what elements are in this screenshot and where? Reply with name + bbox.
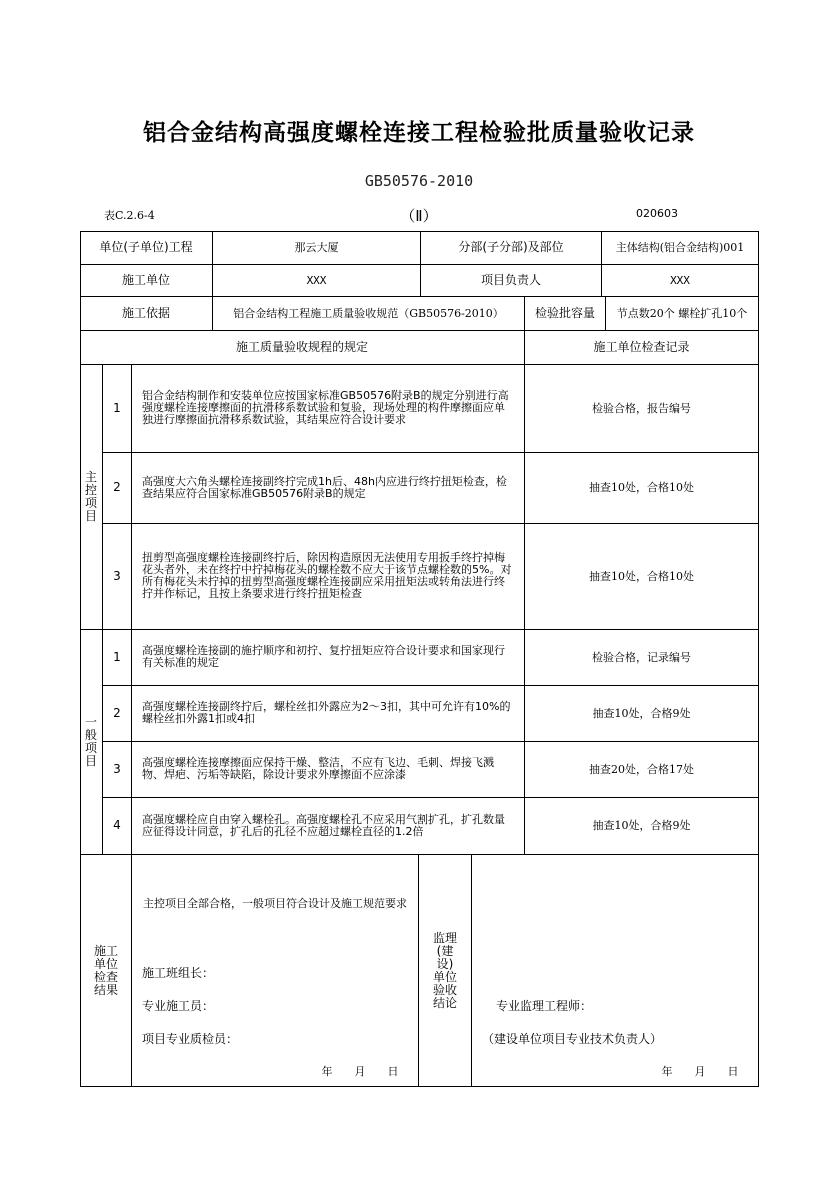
main-item-result: 抽查10处，合格10处 — [589, 569, 694, 583]
unit-project-value: 那云大厦 — [294, 241, 339, 254]
contractor-value: XXX — [306, 273, 327, 287]
general-item-number: 1 — [113, 649, 121, 664]
sub-project-label: 分部(子分部)及部位 — [458, 240, 564, 254]
quality-inspector-label: 项目专业质检员： — [142, 1031, 239, 1046]
standard-code: GB50576-2010 — [364, 172, 474, 190]
basis-label: 施工依据 — [121, 305, 170, 320]
project-manager-value: XXX — [670, 273, 690, 287]
main-item-spec: 扭剪型高强度螺栓连接副终拧后，除因构造原因无法使用专用扳手终拧掉梅花头者外，未在终拧中拧掉梅花头的螺栓数不应大于该节点螺栓数的5%。对所有梅花头未拧掉的扭剪型高强度螺栓连接副应采用扭矩法或转角法进行终拧并作标记，且按上条要求进行终拧扭矩检查 — [142, 551, 512, 600]
general-item-number: 3 — [113, 761, 121, 776]
contractor-date: 年 月 日 — [321, 1064, 399, 1078]
project-manager-label: 项目负责人 — [480, 272, 541, 287]
main-item-number: 1 — [113, 400, 121, 415]
general-item-spec: 高强度螺栓连接副的施拧顺序和初拧、复拧扭矩应符合设计要求和国家现行有关标准的规定 — [142, 644, 505, 669]
main-item-result: 抽查10处，合格10处 — [589, 481, 694, 494]
general-item-number: 4 — [113, 818, 121, 832]
main-item-spec: 高强度大六角头螺栓连接副终拧完成1h后、48h内应进行终拧扭矩检查，检查结果应符合国家标准GB50576附录B的规定 — [142, 474, 507, 500]
supervising-engineer-label: 专业监理工程师： — [496, 998, 593, 1013]
general-item-result: 抽查10处，合格9处 — [592, 706, 691, 720]
main-item-number: 2 — [113, 480, 121, 494]
main-item-result: 检验合格，报告编号 — [592, 401, 691, 415]
spec-column-header: 施工质量验收规程的规定 — [235, 339, 368, 354]
table-number: 表C.2.6-4 — [104, 209, 155, 222]
section-number: （Ⅱ） — [400, 207, 438, 225]
general-item-spec: 高强度螺栓连接副终拧后，螺栓丝扣外露应为2～3扣，其中可允许有10%的螺栓丝扣外露1扣或4扣 — [142, 700, 511, 725]
general-item-result: 抽查20处，合格17处 — [589, 762, 694, 776]
basis-value: 铝合金结构工程施工质量验收规范（GB50576-2010） — [233, 306, 504, 320]
team-leader-label: 施工班组长： — [142, 965, 215, 980]
owner-representative-label: （建设单位项目专业技术负责人） — [482, 1031, 663, 1046]
batch-capacity-value: 节点数20个 螺栓扩孔10个 — [616, 306, 748, 320]
supervisor-result-label: 监理(建设)单位验收结论 — [432, 930, 457, 1010]
check-column-header: 施工单位检查记录 — [593, 339, 690, 354]
general-item-spec: 高强度螺栓应自由穿入螺栓孔。高强度螺栓孔不应采用气割扩孔，扩孔数量应征得设计同意，扩孔后的孔径不应超过螺栓直径的1.2倍 — [142, 812, 505, 838]
professional-worker-label: 专业施工员： — [142, 998, 215, 1013]
page-title: 铝合金结构高强度螺栓连接工程检验批质量验收记录 — [143, 120, 695, 146]
main-item-number: 3 — [113, 568, 121, 583]
unit-project-label: 单位(子单位)工程 — [99, 240, 193, 254]
contractor-label: 施工单位 — [121, 272, 170, 287]
supervisor-date: 年 月 日 — [661, 1064, 739, 1078]
general-item-result: 抽查10处，合格9处 — [592, 819, 691, 832]
contractor-conclusion: 主控项目全部合格，一般项目符合设计及施工规范要求 — [143, 897, 407, 910]
inspection-record-table — [80, 231, 759, 1087]
main-item-spec: 铝合金结构制作和安装单位应按国家标准GB50576附录B的规定分别进行高强度螺栓连接摩擦面的抗滑移系数试验和复验，现场处理的构件摩擦面应单独进行摩擦面抗滑移系数试验，其结果应符合设计要求 — [142, 389, 509, 426]
contractor-result-label: 施工单位检查结果 — [93, 943, 118, 997]
main-control-items-label: 主控项目 — [85, 469, 98, 523]
general-item-result: 检验合格，记录编号 — [592, 650, 691, 664]
general-items-label: 一般项目 — [85, 714, 98, 768]
sub-project-value: 主体结构(铝合金结构)001 — [615, 241, 745, 254]
batch-capacity-label: 检验批容量 — [534, 305, 595, 320]
record-number: 020603 — [636, 207, 678, 220]
general-item-number: 2 — [113, 705, 121, 720]
general-item-spec: 高强度螺栓连接摩擦面应保持干燥、整洁，不应有飞边、毛刺、焊接飞溅物、焊疤、污垢等缺陷，除设计要求外摩擦面不应涂漆 — [142, 756, 494, 781]
